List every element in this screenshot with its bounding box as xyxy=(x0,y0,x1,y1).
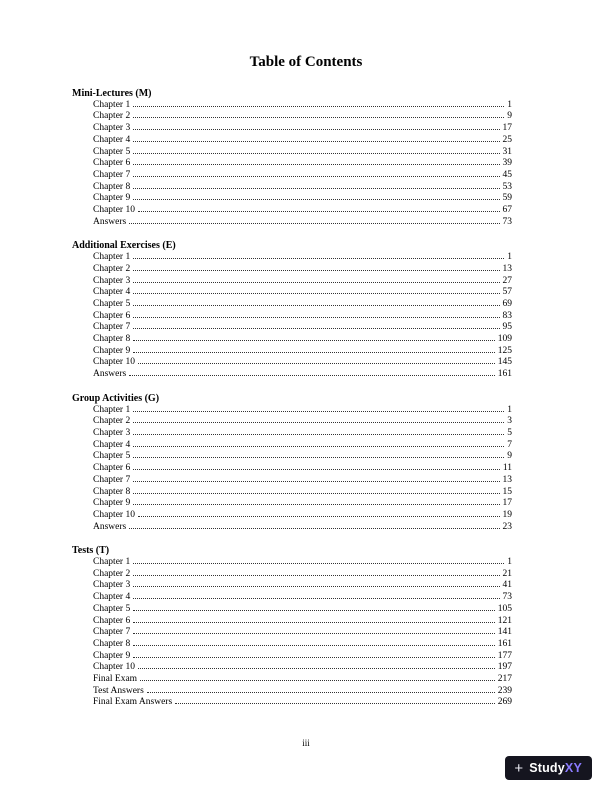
dot-leader xyxy=(133,633,495,634)
toc-entry-page: 9 xyxy=(507,451,512,462)
toc-entry xyxy=(72,205,512,217)
toc-entry-label: Chapter 7 xyxy=(93,474,131,485)
dot-leader xyxy=(133,153,499,154)
brand-name xyxy=(529,761,582,775)
dot-leader xyxy=(147,692,495,693)
toc-entry-page: 1 xyxy=(507,557,512,568)
dot-leader xyxy=(133,340,495,341)
dot-leader xyxy=(133,563,504,564)
toc-entry-page: 19 xyxy=(502,509,512,520)
section-heading: Mini-Lectures (M) xyxy=(72,88,152,99)
section-rows xyxy=(72,405,512,534)
toc-entry-label: Chapter 4 xyxy=(93,592,131,603)
toc-entry-label: Chapter 10 xyxy=(93,357,135,368)
toc-entry-page: 59 xyxy=(502,193,512,204)
section-rows xyxy=(72,100,512,229)
toc-entry xyxy=(72,276,512,288)
dot-leader xyxy=(133,258,504,259)
toc-entry-page: 41 xyxy=(502,580,512,591)
toc-entry-page: 145 xyxy=(497,357,512,368)
toc-entry-page: 27 xyxy=(502,275,512,286)
toc-entry-page: 13 xyxy=(502,474,512,485)
toc-entry-page: 161 xyxy=(497,638,512,649)
toc-entry-page: 1 xyxy=(507,99,512,110)
dot-leader xyxy=(133,188,499,189)
toc-entry xyxy=(72,416,512,428)
toc-entry-label: Chapter 2 xyxy=(93,416,131,427)
toc-entry-page: 69 xyxy=(502,298,512,309)
toc-entry-label: Chapter 2 xyxy=(93,568,131,579)
toc-entry xyxy=(72,369,512,381)
toc-entry-label: Chapter 8 xyxy=(93,638,131,649)
toc-entry-page: 15 xyxy=(502,486,512,497)
toc-entry xyxy=(72,475,512,487)
toc-entry-label: Chapter 2 xyxy=(93,111,131,122)
toc-entry-label: Chapter 5 xyxy=(93,603,131,614)
toc-entry xyxy=(72,662,512,674)
toc-entry-label: Final Exam xyxy=(93,674,138,685)
brand-logo xyxy=(505,756,592,780)
dot-leader xyxy=(133,129,499,130)
dot-leader xyxy=(140,680,495,681)
dot-leader xyxy=(133,164,499,165)
toc-entry xyxy=(72,639,512,651)
dot-leader xyxy=(133,199,499,200)
dot-leader xyxy=(133,657,495,658)
toc-entry-label: Chapter 6 xyxy=(93,310,131,321)
toc-entry xyxy=(72,651,512,663)
toc-entry xyxy=(72,135,512,147)
toc-entry-label: Answers xyxy=(93,521,127,532)
dot-leader xyxy=(133,504,499,505)
toc-entry xyxy=(72,487,512,499)
toc-entry-label: Chapter 7 xyxy=(93,627,131,638)
toc-entry-page: 109 xyxy=(497,334,512,345)
dot-leader xyxy=(133,610,495,611)
dot-leader xyxy=(133,586,499,587)
dot-leader xyxy=(133,481,499,482)
dot-leader xyxy=(133,645,495,646)
toc-entry xyxy=(72,592,512,604)
dot-leader xyxy=(133,141,499,142)
dot-leader xyxy=(133,176,499,177)
toc-entry-page: 141 xyxy=(497,627,512,638)
toc-entry-label: Chapter 1 xyxy=(93,557,131,568)
dot-leader xyxy=(133,328,499,329)
toc-entry-page: 57 xyxy=(502,287,512,298)
toc-entry-page: 239 xyxy=(497,685,512,696)
dot-leader xyxy=(133,106,504,107)
dot-leader xyxy=(138,668,495,669)
toc-entry-label: Chapter 5 xyxy=(93,451,131,462)
dot-leader xyxy=(175,703,495,704)
dot-leader xyxy=(133,622,495,623)
toc-entry-page: 11 xyxy=(502,463,512,474)
toc-entry xyxy=(72,322,512,334)
toc-entry xyxy=(72,193,512,205)
toc-entry-page: 217 xyxy=(497,674,512,685)
toc-entry xyxy=(72,451,512,463)
toc-section xyxy=(72,88,512,228)
section-heading: Group Activities (G) xyxy=(72,392,160,404)
toc-entry-label: Answers xyxy=(93,369,127,380)
toc-entry xyxy=(72,111,512,123)
toc-entry-label: Chapter 8 xyxy=(93,334,131,345)
dot-leader xyxy=(133,117,504,118)
brand-name-primary: Study xyxy=(529,761,565,775)
toc-entry xyxy=(72,287,512,299)
toc-entry-label: Chapter 4 xyxy=(93,287,131,298)
dot-leader xyxy=(133,293,499,294)
section-rows xyxy=(72,557,512,709)
dot-leader xyxy=(133,575,499,576)
toc-entry-page: 17 xyxy=(502,498,512,509)
toc-entry xyxy=(72,510,512,522)
toc-entry-page: 105 xyxy=(497,603,512,614)
toc-entry-label: Chapter 9 xyxy=(93,650,131,661)
toc-entry-label: Chapter 10 xyxy=(93,205,135,216)
dot-leader xyxy=(129,528,499,529)
toc-entry xyxy=(72,170,512,182)
toc-entry-label: Chapter 1 xyxy=(93,252,131,263)
toc-section xyxy=(72,393,512,533)
toc-entry-page: 161 xyxy=(497,369,512,380)
toc-entry-page: 31 xyxy=(502,146,512,157)
toc-entry xyxy=(72,522,512,534)
dot-leader xyxy=(129,375,495,376)
toc-entry-label: Chapter 5 xyxy=(93,146,131,157)
toc-entry xyxy=(72,604,512,616)
toc-entry-label: Chapter 9 xyxy=(93,498,131,509)
toc-entry-page: 73 xyxy=(502,592,512,603)
dot-leader xyxy=(133,282,499,283)
toc-entry-page: 45 xyxy=(502,169,512,180)
toc-entry-page: 5 xyxy=(507,427,512,438)
toc-entry-label: Chapter 10 xyxy=(93,509,135,520)
dot-leader xyxy=(133,446,504,447)
toc-entry xyxy=(72,428,512,440)
dot-leader xyxy=(133,317,499,318)
toc-entry xyxy=(72,569,512,581)
toc-entry xyxy=(72,217,512,229)
table-of-contents xyxy=(72,88,512,709)
toc-entry-page: 23 xyxy=(502,521,512,532)
toc-entry-page: 95 xyxy=(502,322,512,333)
page-title: Table of Contents xyxy=(249,54,363,70)
toc-entry xyxy=(72,182,512,194)
toc-entry-label: Chapter 3 xyxy=(93,275,131,286)
dot-leader xyxy=(133,305,499,306)
toc-entry-page: 21 xyxy=(502,568,512,579)
toc-entry-page: 73 xyxy=(502,216,512,227)
toc-entry-label: Chapter 6 xyxy=(93,158,131,169)
toc-entry xyxy=(72,440,512,452)
toc-entry-label: Chapter 8 xyxy=(93,181,131,192)
dot-leader xyxy=(133,411,504,412)
toc-entry-page: 269 xyxy=(497,697,512,708)
dot-leader xyxy=(133,434,504,435)
toc-entry-page: 1 xyxy=(507,404,512,415)
toc-entry-page: 83 xyxy=(502,310,512,321)
toc-entry-page: 121 xyxy=(497,615,512,626)
toc-entry-label: Final Exam Answers xyxy=(93,697,173,708)
toc-entry xyxy=(72,311,512,323)
toc-entry-label: Chapter 1 xyxy=(93,99,131,110)
section-heading: Tests (T) xyxy=(72,545,110,557)
toc-entry-page: 177 xyxy=(497,650,512,661)
toc-entry-page: 39 xyxy=(502,158,512,169)
toc-entry-label: Chapter 3 xyxy=(93,580,131,591)
toc-entry-page: 53 xyxy=(502,181,512,192)
toc-entry-page: 17 xyxy=(502,123,512,134)
toc-entry-label: Chapter 10 xyxy=(93,662,135,673)
toc-entry-page: 197 xyxy=(497,662,512,673)
toc-entry xyxy=(72,264,512,276)
toc-entry-page: 125 xyxy=(497,345,512,356)
dot-leader xyxy=(133,598,499,599)
toc-entry xyxy=(72,299,512,311)
dot-leader xyxy=(138,516,500,517)
toc-entry xyxy=(72,627,512,639)
toc-entry-page: 67 xyxy=(502,205,512,216)
toc-entry xyxy=(72,100,512,112)
toc-entry-label: Answers xyxy=(93,216,127,227)
toc-entry xyxy=(72,405,512,417)
dot-leader xyxy=(133,469,500,470)
dot-leader xyxy=(133,422,504,423)
footer-page-number: iii xyxy=(302,738,310,748)
toc-entry-label: Chapter 9 xyxy=(93,345,131,356)
toc-entry-label: Chapter 8 xyxy=(93,486,131,497)
toc-entry-page: 3 xyxy=(507,416,512,427)
section-heading: Additional Exercises (E) xyxy=(72,240,176,252)
dot-leader xyxy=(133,493,499,494)
toc-entry xyxy=(72,697,512,709)
toc-entry xyxy=(72,158,512,170)
dot-leader xyxy=(138,211,500,212)
toc-entry-label: Chapter 7 xyxy=(93,322,131,333)
toc-entry xyxy=(72,674,512,686)
toc-section xyxy=(72,545,512,709)
toc-entry xyxy=(72,346,512,358)
toc-entry xyxy=(72,147,512,159)
brand-name-accent: XY xyxy=(564,761,582,775)
toc-entry xyxy=(72,252,512,264)
toc-entry-page: 7 xyxy=(507,439,512,450)
toc-entry xyxy=(72,557,512,569)
toc-section xyxy=(72,240,512,380)
toc-entry-label: Chapter 2 xyxy=(93,263,131,274)
toc-entry-label: Chapter 4 xyxy=(93,134,131,145)
toc-entry-page: 25 xyxy=(502,134,512,145)
toc-entry-page: 1 xyxy=(507,252,512,263)
toc-entry-label: Chapter 3 xyxy=(93,427,131,438)
toc-entry xyxy=(72,357,512,369)
section-rows xyxy=(72,252,512,381)
toc-entry xyxy=(72,616,512,628)
dot-leader xyxy=(133,352,495,353)
toc-entry xyxy=(72,498,512,510)
toc-entry xyxy=(72,686,512,698)
toc-entry-label: Chapter 6 xyxy=(93,615,131,626)
toc-entry-label: Chapter 7 xyxy=(93,169,131,180)
toc-entry xyxy=(72,123,512,135)
toc-entry xyxy=(72,334,512,346)
toc-entry-page: 9 xyxy=(507,111,512,122)
toc-entry-label: Chapter 3 xyxy=(93,123,131,134)
toc-entry-page: 13 xyxy=(502,263,512,274)
plus-icon: + xyxy=(514,759,524,777)
toc-entry-label: Chapter 9 xyxy=(93,193,131,204)
dot-leader xyxy=(133,457,504,458)
toc-entry xyxy=(72,463,512,475)
toc-entry-label: Test Answers xyxy=(93,685,144,696)
toc-entry-label: Chapter 4 xyxy=(93,439,131,450)
dot-leader xyxy=(133,270,499,271)
dot-leader xyxy=(138,363,495,364)
toc-entry-label: Chapter 1 xyxy=(93,404,131,415)
dot-leader xyxy=(129,223,499,224)
toc-entry-label: Chapter 5 xyxy=(93,298,131,309)
toc-entry xyxy=(72,580,512,592)
toc-entry-label: Chapter 6 xyxy=(93,463,131,474)
